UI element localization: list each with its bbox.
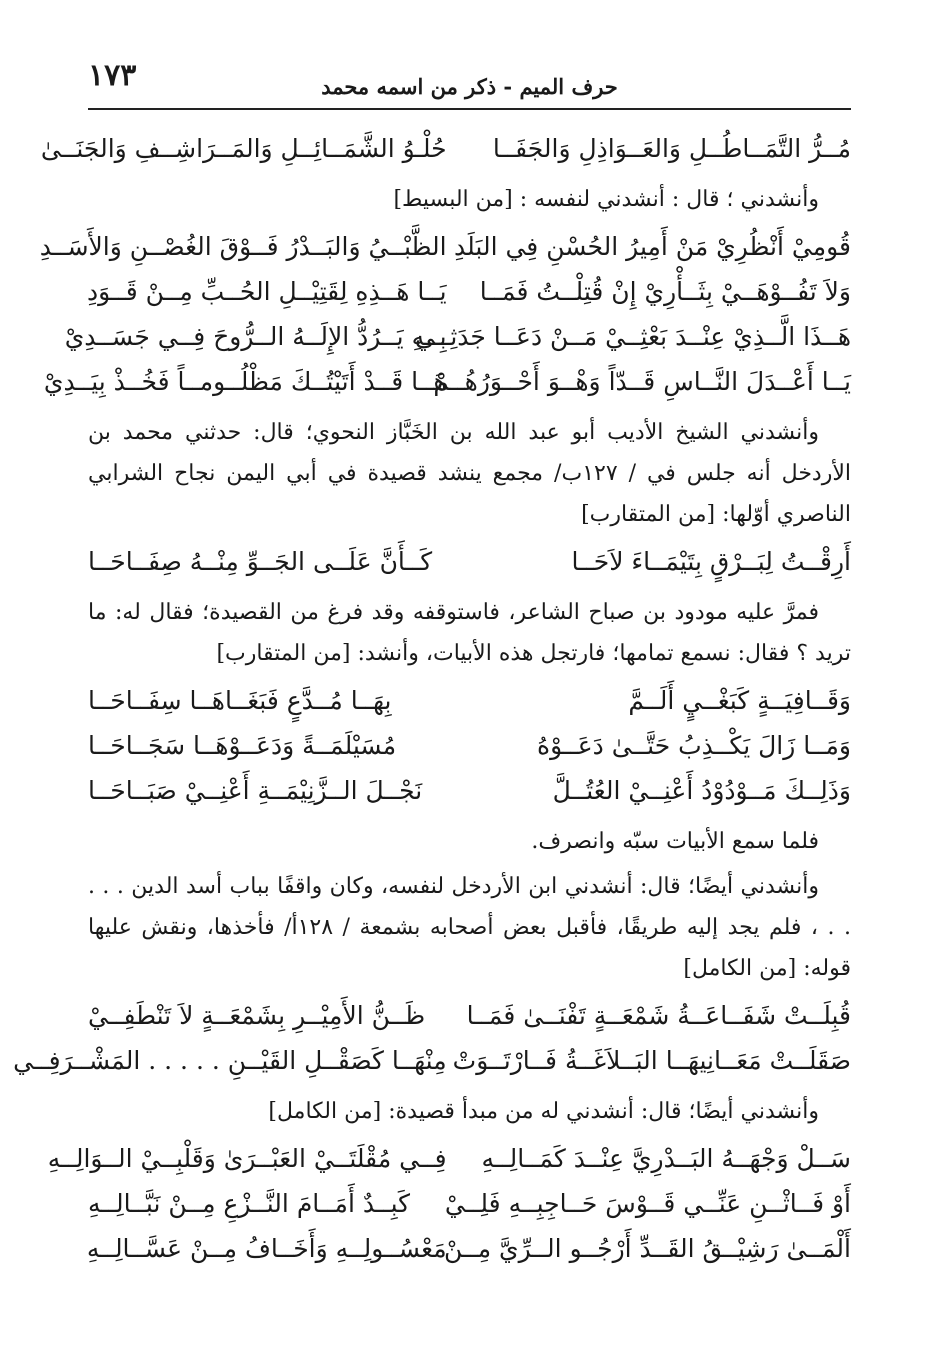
verse-line xyxy=(47,1136,851,1181)
verse-first-hemistich: وَذَلِــكَ مَــوْدُوْدُ أَعْنِــيْ العُتُــلَّ xyxy=(552,776,851,805)
verse-second-hemistich: مَعْسُــولِــهِ وَأَخَــافُ مِــنْ عَسَّــالِــهِ xyxy=(86,1234,447,1263)
page-content xyxy=(13,122,851,1279)
verse-second-hemistich: كَــأَنَّ عَلَــى الجَــوِّ مِنْــهُ صِفَــاحَــا xyxy=(88,547,433,576)
verse-second-hemistich: فِــي مُقْلَتَــيْ العَبْــرَىٰ وَقَلْبِــيْ الــوَالِــهِ xyxy=(47,1144,447,1173)
verse-second-hemistich: بِــهِ يَــرُدُّ الإِلَــهُ الــرُّوحَ فِــي جَسَــدِيْ xyxy=(64,322,447,351)
page-header xyxy=(88,58,851,110)
verse-first-hemistich: قُبِلَــتْ شَفَــاعَــةُ شَمْعَــةٍ تَفْنَــىٰ فَمَــا xyxy=(466,1001,851,1030)
verse-group xyxy=(39,224,851,404)
verse-line xyxy=(88,539,851,584)
verse-first-hemistich: صَقَلَــتْ مَعَــانِيهَــا البَــلاَغَــةُ فَــارْتَــوَتْ xyxy=(452,1046,851,1075)
verse-group xyxy=(88,678,851,813)
verse-second-hemistich: كَبِــدٌ أَمَــامَ النَّــزْعِ مِــنْ نَبَّــالِــهِ xyxy=(88,1189,411,1218)
verse-line xyxy=(88,723,851,768)
prose-paragraph: وأنشدني أيضًا؛ قال: أنشدني له من مبدأ قصيدة: [من الكامل] xyxy=(268,1099,819,1124)
verse-line xyxy=(40,126,851,171)
verse-second-hemistich: حُلْـوُ الشَّمَــائِــلِ وَالمَــرَاشِــفِ وَالجَنَــىٰ xyxy=(40,134,447,163)
verse-first-hemistich: أَلْمَــىٰ رَشِيْــقُ القَــدِّ أَرْجُــو الــرِّيَّ مِــنْ xyxy=(444,1234,851,1263)
verse-second-hemistich: الظَّبْــيُ وَالبَــدْرُ فَــوْقَ الغُصْــنِ وَالأَسَــدِ xyxy=(39,232,447,261)
verse-first-hemistich: وَقَــافِيَــةٍ كَبَغْــيٍ أَلَــمَّ xyxy=(628,686,851,715)
prose-paragraph: فلما سمع الأبيات سبّه وانصرف. xyxy=(531,829,819,854)
prose-paragraph: وأنشدني الشيخ الأديب أبو عبد الله بن الخَبَّاز النحوي؛ قال: حدثني محمد بن الأردخل أنه جلس في / ١٢٧ب/ مجمع ينشد قصيدة في أبي اليمن نجاح الشرابي الناصري أوّلها: [من المتقارب] xyxy=(88,420,851,527)
verse-line xyxy=(39,224,851,269)
verse-first-hemistich: أَرِقْــتُ لِبَــرْقٍ بِتَيْمَــاءَ لاَحَــا xyxy=(571,547,851,576)
header-rule xyxy=(88,108,851,110)
verse-first-hemistich: وَلاَ تَفُــوْهَــيْ بِثَــأْرِيْ إِنْ قُتِلْــتُ فَمَــا xyxy=(479,277,851,306)
verse-first-hemistich: وَمَــا زَالَ يَكْــذِبُ حَتَّــىٰ دَعَــوْهُ xyxy=(537,731,851,760)
verse-line xyxy=(88,269,851,314)
verse-line xyxy=(88,1181,851,1226)
verse-line xyxy=(88,993,851,1038)
verse-line xyxy=(13,1038,851,1083)
verse-first-hemistich: يَــا أَعْــدَلَ النَّــاسِ قَــدّاً وَهْــوَ أَحْــوَرُهُــمْ xyxy=(433,367,851,396)
verse-second-hemistich: هَــا قَــدْ أَتَيْتُــكَ مَظْلُــومــاً فَخُــذْ بِيَــدِيْ xyxy=(43,367,447,396)
verse-first-hemistich: هَــذَا الَّــذِيْ عِنْــدَ بَعْثِــيْ مَــنْ دَعَــا جَدَثِــي xyxy=(414,322,851,351)
verse-second-hemistich: يَــا هَــذِهِ لِقَتِيْــلِ الحُــبِّ مِــنْ قَــوَدِ xyxy=(87,277,447,306)
running-title: حرف الميم - ذكر من اسمه محمد xyxy=(321,74,618,99)
verse-first-hemistich: سَــلْ وَجْهَــهُ البَــدْرِيَّ عِنْــدَ كَمَــالِــهِ xyxy=(481,1144,851,1173)
prose-paragraph: وأنشدني ؛ قال : أنشدني لنفسه : [من البسيط] xyxy=(393,187,819,212)
page-number: ١٧٣ xyxy=(88,58,137,93)
prose-paragraph: وأنشدني أيضًا؛ قال: أنشدني ابن الأردخل لنفسه، وكان واقفًا بباب أسد الدين . . . . . ، فلم يجد إليه طريقًا، فأقبل بعض أصحابه بشمعة / ١٢٨أ/ فأخذها، ونقش عليها قوله: [من الكامل] xyxy=(88,874,851,981)
verse-line xyxy=(88,1226,851,1271)
prose-paragraph: فمرَّ عليه مودود بن صباح الشاعر، فاستوقفه وقد فرغ من القصيدة؛ فقال له: ما تريد ؟ فقال: نسمع تمامها؛ فارتجل هذه الأبيات، وأنشد: [من المتقارب] xyxy=(88,600,851,666)
verse-line xyxy=(43,359,851,404)
verse-group xyxy=(40,126,851,171)
verse-group xyxy=(88,539,851,584)
verse-first-hemistich: أَوْ فَــاثْــنِ عَنِّــي قَــوْسَ حَــاجِبِــهِ فَلِــيْ xyxy=(444,1189,851,1218)
verse-second-hemistich: مِنْهَــا كَصَقْــلِ القَيْــنِ . . . . . المَشْــرَفِــي xyxy=(13,1046,447,1075)
verse-second-hemistich: بِهَــا مُــدَّعٍ فَبَغَــاهَــا سِفَــاحَــا xyxy=(88,686,392,715)
verse-group xyxy=(13,993,851,1083)
verse-group xyxy=(47,1136,851,1271)
verse-second-hemistich: نَجْــلَ الــزَّنِيْمَــةِ أَعْنِــيْ صَبَــاحَــا xyxy=(88,776,423,805)
verse-line xyxy=(88,678,851,723)
verse-second-hemistich: مُسَيْلَمَــةً وَدَعَــوْهَــا سَجَــاحَــا xyxy=(88,731,397,760)
verse-first-hemistich: مُــرُّ التَّمَــاطُــلِ وَالعَــوَاذِلِ وَالجَفَــا xyxy=(492,134,851,163)
verse-second-hemistich: ظَــنُّ الأَمِيْــرِ بِشَمْعَــةٍ لاَ تَنْطَفِــيْ xyxy=(88,1001,426,1030)
verse-line xyxy=(64,314,851,359)
verse-line xyxy=(88,768,851,813)
verse-first-hemistich: قُومِيْ أَنْظُرِيْ مَنْ أَمِيرُ الحُسْنِ فِي البَلَدِ xyxy=(454,232,851,261)
